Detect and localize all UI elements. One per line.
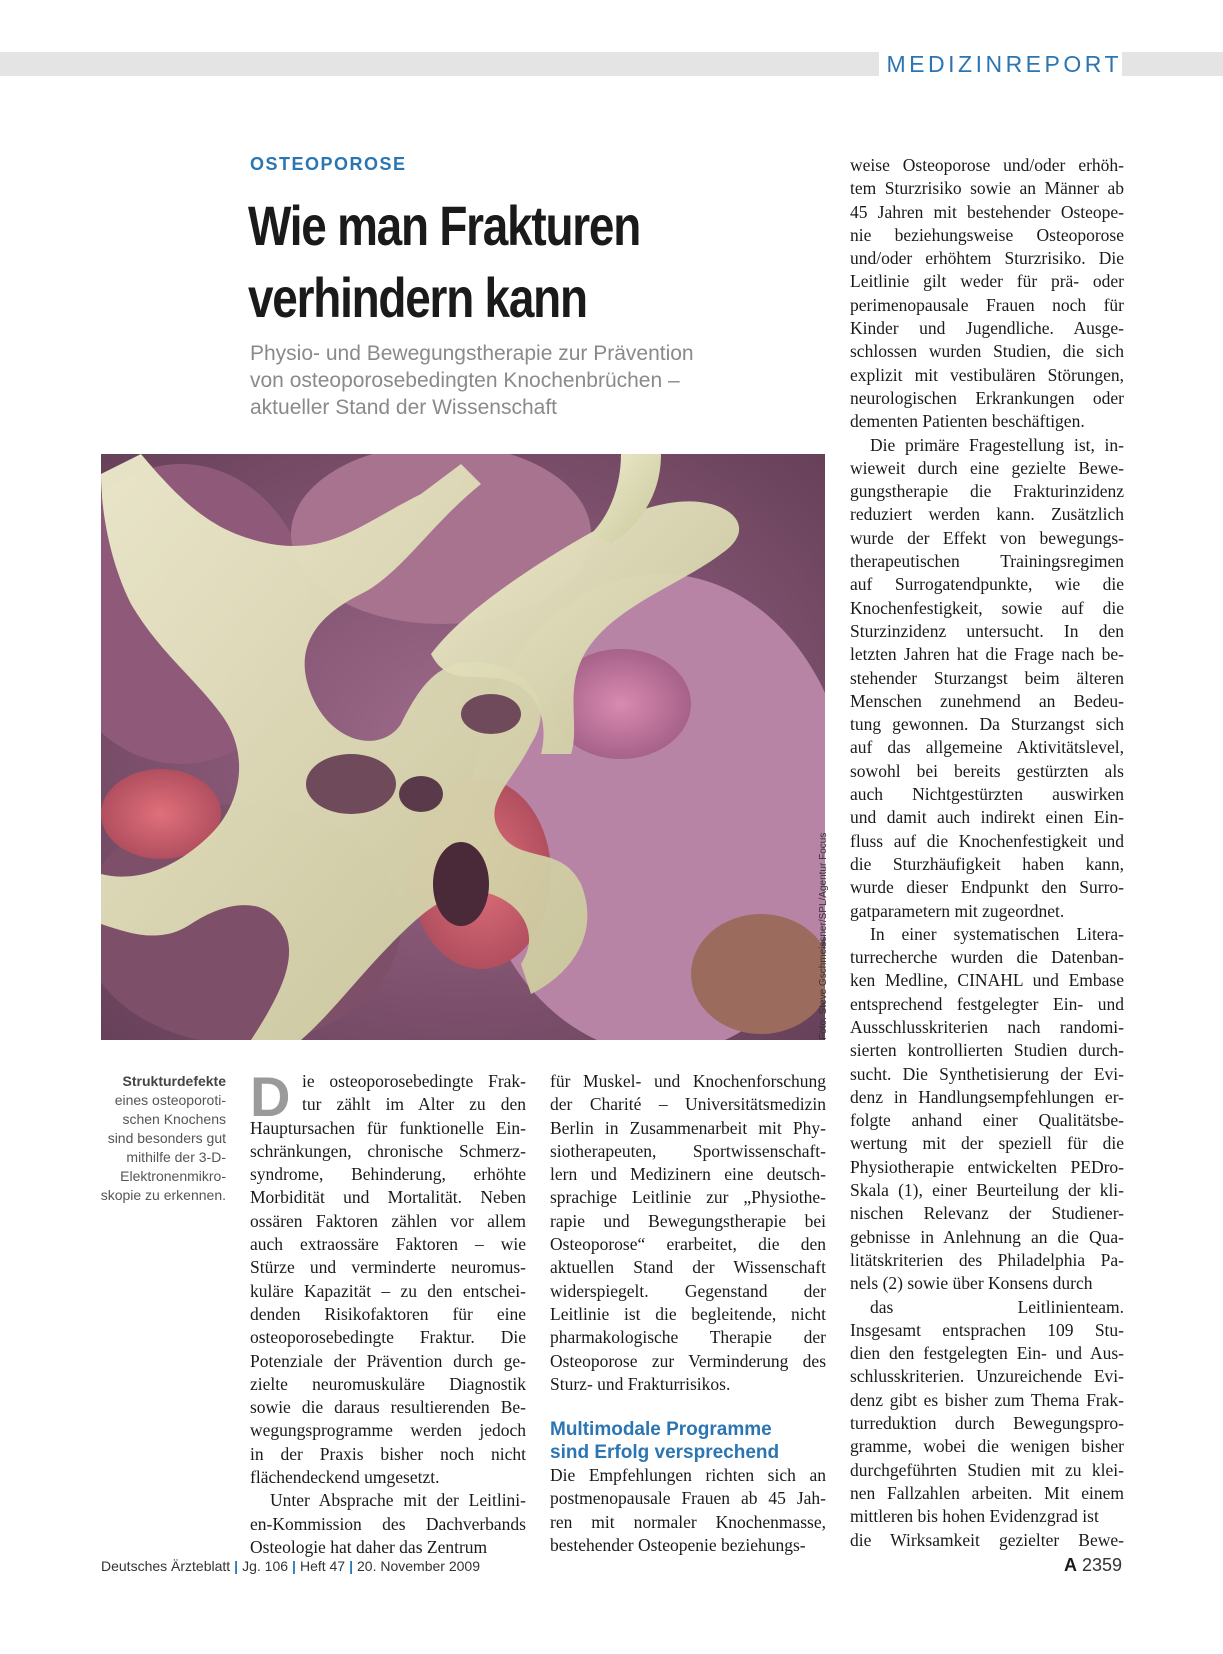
page-number bbox=[1064, 1555, 1122, 1576]
text-line: ken Medline, CINAHL und Embase bbox=[850, 970, 1124, 991]
text-line: Knochenfestigkeit, sowie auf die bbox=[850, 597, 1124, 618]
text-line: flächendeckend umgesetzt. bbox=[250, 1467, 440, 1488]
text-line: litätskriterien des Philadelphia Pa- bbox=[850, 1249, 1124, 1270]
subheading-line: Multimodale Programme bbox=[550, 1419, 772, 1440]
caption-title: Strukturdefekte bbox=[122, 1073, 226, 1089]
body-column-1 bbox=[250, 1065, 526, 1559]
text-line: Insgesamt entsprachen 109 Stu- bbox=[850, 1319, 1124, 1340]
text-line: Die Empfehlungen richten sich an bbox=[550, 1465, 826, 1485]
text-line: kuläre Kapazität – zu den entschei- bbox=[250, 1280, 526, 1301]
article-headline bbox=[248, 190, 707, 334]
text-line: turrecherche wurden die Datenban- bbox=[850, 947, 1124, 968]
footer-citation bbox=[101, 1558, 480, 1574]
text-line: explizit mit vestibulären Störungen, bbox=[850, 364, 1124, 385]
text-line: Potenziale der Prävention durch ge- bbox=[250, 1350, 526, 1371]
headline-line: verhindern kann bbox=[248, 266, 587, 329]
text-line: Berlin in Zusammenarbeit mit Phy- bbox=[550, 1117, 826, 1138]
text-line: Ausschlusskriterien nach randomi- bbox=[850, 1016, 1124, 1037]
caption-line: skopie zu erkennen. bbox=[100, 1187, 226, 1203]
text-line: wurde dieser Endpunkt den Surro- bbox=[850, 877, 1124, 898]
text-line: folgte anhand einer Qualitätsbe- bbox=[850, 1110, 1124, 1131]
text-line: Osteologie hat daher das Zentrum bbox=[250, 1536, 488, 1557]
text-line: wurde der Effekt von bewegungs- bbox=[850, 527, 1124, 548]
footer-separator: | bbox=[292, 1558, 296, 1574]
text-line: letzten Jahren hat die Frage nach be- bbox=[850, 644, 1124, 665]
text-line: Kinder und Jugendliche. Ausge- bbox=[850, 318, 1124, 339]
text-line: aktuellen Stand der Wissenschaft bbox=[550, 1257, 826, 1278]
text-line: postmenopausale Frauen ab 45 Jah- bbox=[550, 1488, 826, 1509]
text-line: auch Nichtgestürzten auswirken bbox=[850, 784, 1124, 805]
drop-cap: D bbox=[250, 1065, 291, 1128]
text-line: schlossen wurden Studien, die sich bbox=[850, 341, 1124, 362]
text-line: sowohl bei bereits gestürzten als bbox=[850, 760, 1124, 781]
text-line: Leitlinie ist die begleitende, nicht bbox=[550, 1303, 826, 1324]
text-line: lern und Medizinern eine deutsch- bbox=[550, 1164, 826, 1185]
text-line: schränkungen, chronische Schmerz- bbox=[250, 1140, 526, 1161]
text-line: osteoporosebedingte Fraktur. Die bbox=[250, 1327, 526, 1348]
text-line: entsprechend festgelegter Ein- und bbox=[850, 993, 1124, 1014]
text-line: Morbidität und Mortalität. Neben bbox=[250, 1187, 526, 1208]
text-line: dementen Patienten beschäftigen. bbox=[850, 411, 1085, 432]
page-number-value: 2359 bbox=[1081, 1555, 1122, 1575]
text-line: Skala (1), einer Beurteilung der kli- bbox=[850, 1180, 1124, 1201]
text-line: ren mit normaler Knochenmasse, bbox=[550, 1511, 826, 1532]
text-line: turreduktion durch Bewegungspro- bbox=[850, 1413, 1124, 1434]
text-line: denz gibt es bisher zum Thema Frak- bbox=[850, 1389, 1124, 1410]
text-line: Sturz- und Frakturrisikos. bbox=[550, 1373, 731, 1394]
article-kicker: OSTEOPOROSE bbox=[250, 154, 407, 174]
text-line: Physiotherapie entwickelten PEDro- bbox=[850, 1156, 1124, 1177]
text-line: und/oder erhöhtem Sturzrisiko. Die bbox=[850, 248, 1124, 269]
body-column-3 bbox=[850, 154, 1124, 1552]
text-line: bestehender Osteopenie beziehungs- bbox=[550, 1534, 806, 1555]
journal-date: 20. November 2009 bbox=[357, 1558, 480, 1574]
text-line: tem Sturzrisiko sowie an Männer ab bbox=[850, 178, 1124, 199]
text-line: Osteoporose zur Verminderung des bbox=[550, 1350, 826, 1371]
text-line: siotherapeuten, Sportwissenschaft- bbox=[550, 1140, 826, 1161]
caption-line: mithilfe der 3-D- bbox=[126, 1149, 226, 1165]
text-line: nen Fallzahlen arbeiten. Mit einem bbox=[850, 1482, 1124, 1503]
text-line: rapie und Bewegungstherapie bei bbox=[550, 1210, 826, 1231]
headline-line: Wie man Frakturen bbox=[248, 194, 641, 257]
text-line: Osteoporose“ erarbeitet, die den bbox=[550, 1234, 826, 1255]
text-line: sowie die daraus resultierenden Be- bbox=[250, 1397, 526, 1418]
journal-volume: Jg. 106 bbox=[242, 1558, 289, 1574]
text-line: Menschen zunehmend an Bedeu- bbox=[850, 690, 1124, 711]
journal-issue: Heft 47 bbox=[299, 1558, 346, 1574]
caption-line: Elektronenmikro- bbox=[120, 1168, 226, 1184]
text-line: perimenopausale Frauen noch für bbox=[850, 294, 1124, 315]
text-line: wieweit durch eine gezielte Bewe- bbox=[850, 457, 1124, 478]
text-line: gatparametern mit zugeordnet. bbox=[850, 900, 1065, 921]
text-line: Die primäre Fragestellung ist, in- bbox=[870, 434, 1124, 455]
body-column-2-continued bbox=[550, 1464, 826, 1557]
text-line: gebnisse in Anlehnung an die Qua- bbox=[850, 1226, 1124, 1247]
text-line: Sturzinzidenz untersucht. In den bbox=[850, 620, 1124, 641]
text-line: syndrome, Behinderung, erhöhte bbox=[250, 1164, 526, 1185]
caption-line: eines osteoporoti- bbox=[114, 1092, 226, 1108]
text-line: denden Risikofaktoren für eine bbox=[250, 1303, 526, 1324]
text-line: zielte neuromuskuläre Diagnostik bbox=[250, 1373, 526, 1394]
text-line: dien den festgelegten Ein- und Aus- bbox=[850, 1343, 1124, 1364]
text-line: schlusskriterien. Unzureichende Evi- bbox=[850, 1366, 1124, 1387]
text-line: weise Osteoporose und/oder erhöh- bbox=[850, 155, 1124, 175]
text-line: Hauptursachen für funktionelle Ein- bbox=[250, 1117, 526, 1138]
text-line: gramme, wobei die wenigen bisher bbox=[850, 1436, 1124, 1457]
text-line: 45 Jahren mit bestehender Osteope- bbox=[850, 201, 1124, 222]
text-line: sierten kontrollierten Studien durch- bbox=[850, 1040, 1124, 1061]
text-line: die Sturzhäufigkeit haben kann, bbox=[850, 853, 1124, 874]
text-line: gungstherapie die Frakturinzidenz bbox=[850, 481, 1124, 502]
text-line: neurologischen Erkrankungen oder bbox=[850, 387, 1124, 408]
journal-name: Deutsches Ärzteblatt bbox=[101, 1558, 231, 1574]
text-line: die Wirksamkeit gezielter Bewe- bbox=[850, 1529, 1124, 1550]
text-line: en-Kommission des Dachverbands bbox=[250, 1513, 526, 1534]
text-line: pharmakologische Therapie der bbox=[550, 1327, 826, 1348]
text-line: widerspiegelt. Gegenstand der bbox=[550, 1280, 826, 1301]
figure-caption bbox=[96, 1072, 226, 1205]
text-line: denz in Handlungsempfehlungen er- bbox=[850, 1086, 1124, 1107]
text-line: Unter Absprache mit der Leitlini- bbox=[270, 1490, 526, 1511]
text-line: nels (2) sowie über Konsens durch bbox=[850, 1273, 1093, 1294]
text-line: nie beziehungsweise Osteoporose bbox=[850, 224, 1124, 245]
text-line: reduziert werden kann. Zusätzlich bbox=[850, 504, 1124, 525]
text-line: für Muskel- und Knochenforschung bbox=[550, 1071, 826, 1091]
text-line: fluss auf die Knochenfestigkeit und bbox=[850, 830, 1124, 851]
text-line: Leitlinie gilt weder für prä- oder bbox=[850, 271, 1124, 292]
text-line: sucht. Die Synthetisierung der Evi- bbox=[850, 1063, 1124, 1084]
caption-line: sind besonders gut bbox=[107, 1130, 226, 1146]
text-line: In einer systematischen Litera- bbox=[870, 923, 1124, 944]
section-label: MEDIZINREPORT bbox=[879, 50, 1122, 78]
text-line: tur zählt im Alter zu den bbox=[302, 1094, 526, 1115]
text-line: der Charité – Universitätsmedizin bbox=[550, 1094, 826, 1115]
text-line: therapeutischen Trainingsregimen bbox=[850, 551, 1124, 572]
photo-credit: Foto: Steve Gschmeissner/SPL/Agentur Focus bbox=[818, 832, 829, 1040]
text-line: in der Praxis bisher noch nicht bbox=[250, 1443, 526, 1464]
footer-separator: | bbox=[349, 1558, 354, 1574]
bone-micrograph-image bbox=[101, 454, 825, 1040]
text-line: ossären Faktoren zählen vor allem bbox=[250, 1210, 526, 1231]
subhead-line: Physio- und Bewegungstherapie zur Prävention bbox=[250, 342, 694, 365]
text-line: auf Surrogatendpunkte, wie die bbox=[850, 574, 1124, 595]
text-line: wegungsprogramme werden jedoch bbox=[250, 1420, 526, 1441]
subhead-line: aktueller Stand der Wissenschaft bbox=[250, 396, 557, 419]
page-prefix: A bbox=[1063, 1555, 1077, 1575]
text-line: auf das allgemeine Aktivitätslevel, bbox=[850, 737, 1124, 758]
subhead-line: von osteoporosebedingten Knochenbrüchen – bbox=[250, 369, 680, 392]
text-line: nischen Relevanz der Studiener- bbox=[850, 1203, 1124, 1224]
text-line: wertung mit der speziell für die bbox=[850, 1133, 1124, 1154]
subheading-line: sind Erfolg versprechend bbox=[550, 1442, 780, 1463]
text-line: mittleren bis hohen Evidenzgrad ist bbox=[850, 1506, 1099, 1527]
text-line: und damit auch indirekt einen Ein- bbox=[850, 807, 1124, 828]
text-line: das Leitlinienteam. bbox=[870, 1296, 1124, 1317]
text-line: ie osteoporosebedingte Frak- bbox=[302, 1071, 526, 1091]
text-line: tung gewonnen. Da Sturzangst sich bbox=[850, 714, 1124, 735]
section-subheading bbox=[550, 1418, 779, 1464]
body-column-2 bbox=[550, 1070, 826, 1396]
caption-line: schen Knochens bbox=[122, 1111, 226, 1127]
text-line: durchgeführten Studien mit zu klei- bbox=[850, 1459, 1124, 1480]
text-line: Stürze und verminderte neuromus- bbox=[250, 1257, 526, 1278]
text-line: auch extraossäre Faktoren – wie bbox=[250, 1234, 526, 1255]
text-line: stehender Sturzangst beim älteren bbox=[850, 667, 1124, 688]
footer-separator: | bbox=[234, 1558, 239, 1574]
article-subhead bbox=[250, 340, 780, 421]
text-line: sprachige Leitlinie zur „Physiothe- bbox=[550, 1187, 826, 1208]
